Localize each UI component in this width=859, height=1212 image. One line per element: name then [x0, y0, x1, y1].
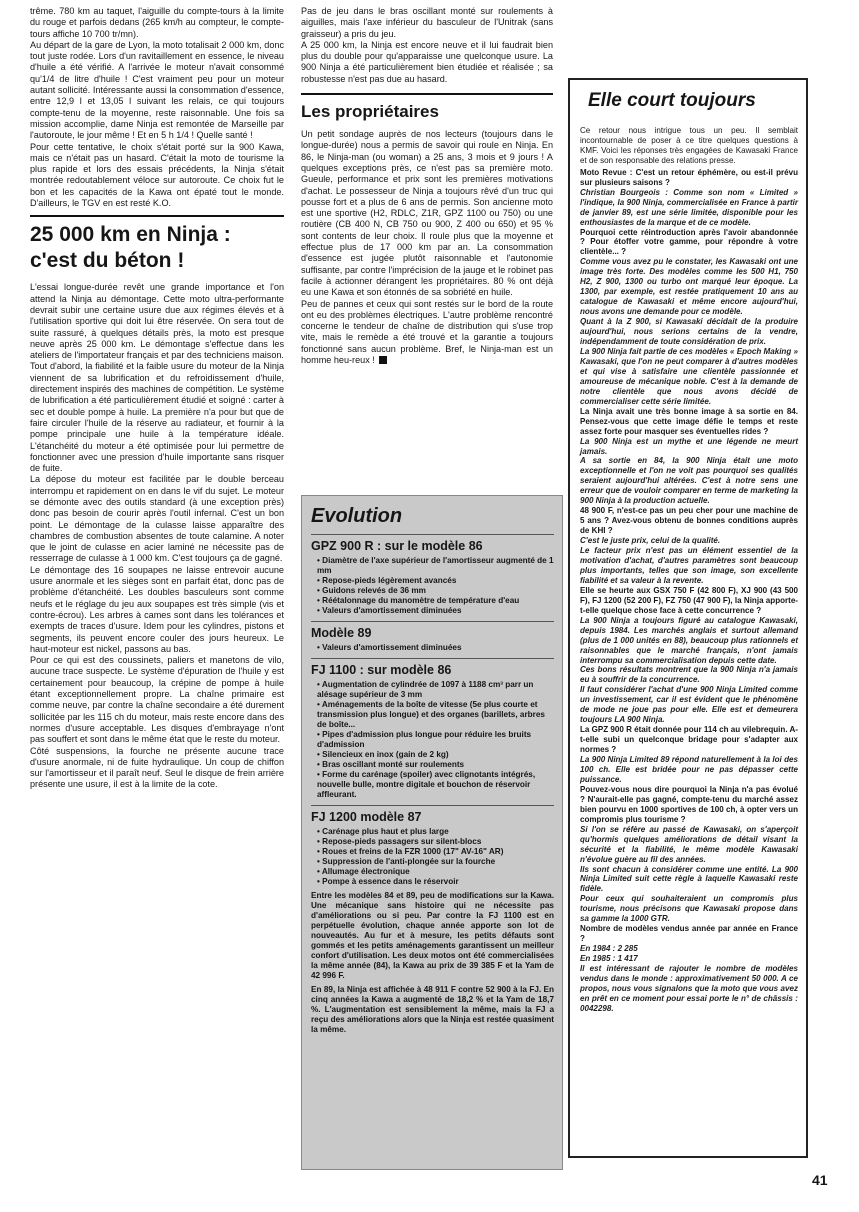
interview-question: La Ninja avait une très bonne image à sa sortie en 84. Pensez-vous que cette image défie le temps et reste assez forte pour masquer ses éventuelles rides ? — [580, 406, 798, 436]
end-mark-icon — [379, 356, 387, 364]
column-middle — [301, 6, 553, 366]
interview-box — [568, 78, 808, 1158]
evolution-item: • Roues et freins de la FZR 1000 (17" AV-16" AR) — [317, 847, 554, 857]
evolution-item: • Aménagements de la boîte de vitesse (5e plus courte et transmission plus longue) et des organes (barillets, arbres de boîte... — [317, 700, 554, 730]
evolution-section-heading: FJ 1200 modèle 87 — [311, 805, 554, 825]
interview-answer: Comme vous avez pu le constater, les Kawasaki ont une image très forte. Des modèles comme les 500 H1, 750 H2, Z 900, 1300 ou turbo ont marqué leur époque. La 1300, par exemple, est restée pratiquement 10 ans au catalogue de Kawasaki et même encore aujourd'hui, nous avons une demande pour ce modèle. — [580, 257, 798, 317]
interview-answer: Pour ceux qui souhaiteraient un compromis plus tourisme, nous précisons que Kawasaki propose dans sa gamme la 1000 GTR. — [580, 894, 798, 924]
evolution-item: • Repose-pieds légèrement avancés — [317, 576, 554, 586]
evolution-list — [311, 556, 554, 616]
evolution-item: • Allumage électronique — [317, 867, 554, 877]
paragraph: Le démontage des 16 soupapes ne laisse entrevoir aucune usure anormale et les sièges sont en parfait état, donc pas de problème d'étanchéité. Les doubles basculeurs sont comme neufs et le réglage du jeu aux soupapes est très simple (vis et contre-écrou). Les arbres à cames sont dans les tolérances et exempts de traces d'usure. Idem pour les cylindres, pistons et segments, ils peuvent encore couler des jours heureux. Le haut-moteur est nickel, passons au bas. — [30, 564, 284, 654]
interview-question: 48 900 F, n'est-ce pas un peu cher pour une machine de 5 ans ? Avez-vous obtenu de bonnes conditions auprès de KHI ? — [580, 506, 798, 536]
interview-answer: Ils sont chacun à considérer comme une entité. La 900 Ninja Limited suit cette règle à laquelle Kawasaki reste fidèle. — [580, 864, 798, 894]
interview-question: Moto Revue : C'est un retour éphémère, ou est-il prévu sur plusieurs saisons ? — [580, 167, 798, 187]
evolution-item: • Bras oscillant monté sur roulements — [317, 760, 554, 770]
interview-answer: La 900 Ninja Limited 89 répond naturellement à la loi des 100 ch. Elle est bridée pour ne pas dépasser cette puissance. — [580, 755, 798, 784]
evolution-item: • Forme du carénage (spoiler) avec clignotants intégrés, nouvelle bulle, montre digitale et bouchon de réservoir affleurant. — [317, 770, 554, 800]
interview-answer: Christian Bourgeois : Comme son nom « Limited » l'indique, la 900 Ninja, commercialisée en France à partir de janvier 89, est une série limitée, disponible pour les enthousiastes de la marque et de ce modèle. — [580, 187, 798, 227]
paragraph — [301, 299, 553, 367]
evolution-item: • Diamètre de l'axe supérieur de l'amortisseur augmenté de 1 mm — [317, 556, 554, 576]
evolution-section-heading: Modèle 89 — [311, 621, 554, 641]
interview-answer: A sa sortie en 84, la 900 Ninja était une moto exceptionnelle et l'on ne voit pas pourquoi ses qualités seraient aujourd'hui altérées. C'est à notre sens une erreur que de vouloir comparer en terme de marketing la 900 Ninja à la production actuelle. — [580, 456, 798, 506]
interview-answer: En 1985 : 1 417 — [580, 954, 638, 964]
evolution-sections — [311, 534, 554, 887]
article-body — [30, 282, 284, 790]
page-number: 41 — [812, 1172, 828, 1188]
interview-answer: La 900 Ninja a toujours figuré au catalogue Kawasaki, depuis 1984. Les marchés anglais et surtout allemand (plus de 1 000 unités en 88), beaucoup plus rationnels et raisonnables que le marché français, n'ont jamais interrompu sa commercialisation depuis cette date. — [580, 615, 798, 665]
interview-answer: Si l'on se réfère au passé de Kawasaki, on s'aperçoit qu'hormis quelques améliorations de détail visant la sécurité et la fiabilité, le même modèle Kawasaki n'évolue guère au fil des années. — [580, 824, 798, 864]
evolution-title: Evolution — [311, 505, 403, 527]
headline-line: 25 000 km en Ninja : — [30, 223, 231, 247]
column-left — [30, 6, 284, 1162]
paragraph: Côté suspensions, la fourche ne présente aucune trace d'usure anormale, ni de fuite hydraulique. Un coup de chiffon sur l'amortisseur et il paraît neuf. Seul le disque de frein arrière présente une usure, il est à la limite de la cote. — [30, 745, 284, 790]
paragraph: La dépose du moteur est facilitée par le double berceau interrompu et rapidement on en dans le vif du sujet. Le moteur se démonte avec des outils standard (à une exception près) donc pas besoin de courir après l'outil infernal. C'est un bon point. Le démontage de la culasse laisse apparaître des chambres de combustion absentes de toute calamine. A noter que le joint de culasse en acier laminé ne nécessite pas de resserrage de culasse à 1 000 km. C'est toujours ça de gagné. — [30, 474, 284, 564]
paragraph: Un petit sondage auprès de nos lecteurs (toujours dans le longue-durée) nous a permis de savoir qui roule en Ninja. En 86, le Ninja-man (ou woman) a 25 ans, 3 mois et 9 jours ! A quelques exceptions près, ce n'est pas sa première moto. Gueule, performance et prix sont les premières motivations d'achat. Le possesseur de Ninja a toujours rêvé d'un truc qui pousse fort et a plus de 6 ans de permis. Son ancienne moto est une sportive (H2, RDLC, Z1R, GPZ 1100 ou 750) ou une routière (CB 400 N, CB 750 ou 900, Z 400 ou 650) et 95 % sont contents de leur choix. Il roule plus que la moyenne et effectue plus de 17 000 km par an. La consommation d'essence est jugée plutôt raisonnable et l'autonomie suffisante, par contre l'imprécision de la jauge et le robinet pas facile à actionner dérangent les propriétaires. 80 % ont déjà eu une Kawa et son étonnés de sa sobriété en huile. — [301, 129, 553, 298]
paragraph: Pour cette tentative, le choix s'était porté sur la 900 Kawa, mais ce n'était pas un hasard. C'était la moto de tourisme la plus rapide et lors des essais précédents, la Ninja s'était montrée redoutablement véloce sur autoroute. Ce choix fut le bon et les capacités de la Kawa ont épaté tout le monde. D'ailleurs, le TGV en est resté K.O. — [30, 141, 284, 209]
evolution-item: • Pompe à essence dans le réservoir — [317, 877, 554, 887]
paragraph: trême. 780 km au taquet, l'aiguille du compte-tours à la limite du rouge et parfois dedans (265 km/h au compteur, le compte-tours affiche 10 700 tr/mn). — [30, 6, 284, 39]
evolution-section-heading: GPZ 900 R : sur le modèle 86 — [311, 534, 554, 554]
evolution-list — [311, 643, 554, 653]
evolution-item: • Guidons relevés de 36 mm — [317, 586, 554, 596]
evolution-box — [301, 495, 563, 1170]
interview-answer: Le facteur prix n'est pas un élément essentiel de la motivation d'achat, d'autres paramètres sont beaucoup plus importants, telles que son image, son excellente fiabilité et sa valeur à la revente. — [580, 546, 798, 585]
evolution-section-heading: FJ 1100 : sur modèle 86 — [311, 658, 554, 678]
interview-answer: C'est le juste prix, celui de la qualité. — [580, 536, 721, 546]
interview-question: Pourquoi cette réintroduction après l'avoir abandonnée ? Pour étoffer votre gamme, pour répondre à votre clientèle... ? — [580, 227, 798, 257]
paragraph: Pour ce qui est des coussinets, paliers et manetons de vilo, aucune trace suspecte. Le système d'épuration de l'huile y est certainement pour beaucoup, la crépine de pompe à huile étant exceptionnellement propre. La chaîne primaire est comme neuve, par contre la chaîne secondaire a été durement sollicitée par les 115 ch du moteur, mais reste encore dans des normes d'usure acceptable. Les disques d'embrayage n'ont pas souffert et sont dans le même état que le reste du moteur. — [30, 655, 284, 745]
evolution-item: • Réétalonnage du manomètre de température d'eau — [317, 596, 554, 606]
interview-question: Pouvez-vous nous dire pourquoi la Ninja n'a pas évolué ? N'aurait-elle pas gagné, compte-tenu du marché assez bien pourvu en 1000 sportives de 100 ch, à opter vers un compromis plus tourisme ? — [580, 784, 798, 824]
evolution-item: • Silencieux en inox (gain de 2 kg) — [317, 750, 554, 760]
evolution-item: • Valeurs d'amortissement diminuées — [317, 643, 554, 653]
headline-proprietaires: Les propriétaires — [301, 93, 553, 123]
interview-answer: Il est intéressant de rajouter le nombre de modèles vendus dans le monde : approximativement 50 000. A ce propos, nous vous signalons que la moto que vous avez en prêt en ce moment pour essai porte le n° de châssis : 0042298. — [580, 964, 798, 1013]
interview-answer: Il faut considérer l'achat d'une 900 Ninja Limited comme un investissement, car il est évident que le phénomène de mode ne joue pas pour elle. Elle est et demeurera toujours LA 900 Ninja. — [580, 685, 798, 725]
evolution-paragraph: En 89, la Ninja est affichée à 48 911 F contre 52 900 à la FJ. En cinq années la Kawa a augmenté de 18,2 % et la Yam de 18,7 %. L'augmentation est sensiblement la même, mais la FJ a reçu des améliorations alors que la Ninja est restée quasiment la même. — [311, 985, 554, 1034]
interview-question: La GPZ 900 R était donnée pour 114 ch au vilebrequin. A-t-elle subi un quelconque bridage pour s'adapter aux normes ? — [580, 725, 798, 755]
headline-ninja — [30, 215, 284, 274]
interview-intro: Ce retour nous intrigue tous un peu. Il semblait incontournable de poser à ce titre quelques questions à KMF. Voici les réponses très engagées de Kawasaki France et de son responsable des relations presse. — [580, 126, 798, 165]
paragraph: Pas de jeu dans le bras oscillant monté sur roulements à aiguilles, mais l'axe inférieur du basculeur de l'Unitrak (sans graisseur) a pris du jeu. — [301, 6, 553, 39]
evolution-item: • Carénage plus haut et plus large — [317, 827, 554, 837]
interview-body — [580, 126, 798, 1014]
headline-line: c'est du béton ! — [30, 249, 185, 273]
paragraph: L'essai longue-durée revêt une grande importance et l'on attend la Ninja au démontage. Cette moto ultra-performante devrait subir une certaine usure due aux régimes élevés et à l'utilisation sportive qui doit lui être réservée. On sera tout de suite rassuré, à quelques détails près, la moto est presque neuve après 25 000 km. Le démontage s'effectue dans les ateliers de l'importateur français et par des techniciens maison. — [30, 282, 284, 361]
evolution-list — [311, 680, 554, 800]
evolution-item: • Suppression de l'anti-plongée sur la fourche — [317, 857, 554, 867]
interview-answer: Ces bons résultats montrent que la 900 Ninja n'a jamais eu à souffrir de la concurrence. — [580, 665, 798, 685]
interview-title: Elle court toujours — [588, 90, 756, 111]
paragraph: Au départ de la gare de Lyon, la moto totalisait 2 000 km, donc tout juste rodée. Lors d'un ravitaillement en essence, le niveau d'huile a été vérifié. A l'arrivée le moteur n'avait consommé qu'1/4 de litre d'huile ! C'est vraiment peu pour un moteur autant sollicité. Intéressante aussi la consommation d'essence, entre 12,9 l et 13,05 l suivant les relais, ce qui toujours compte-tenu de la moyenne, reste raisonnable. Une fois sa mission accomplie, dame Ninja est remontée de Marseille par l'autoroute, le jour même ! Et en 5 h 1/4 ! Quelle santé ! — [30, 39, 284, 141]
interview-answer: Quant à la Z 900, si Kawasaki décidait de la produire aujourd'hui, nous serions certains de la vendre, indépendamment de toute considération de prix. — [580, 317, 798, 347]
evolution-list — [311, 827, 554, 887]
interview-question: Elle se heurte aux GSX 750 F (42 800 F), XJ 900 (43 500 F), FJ 1200 (52 200 F), FZ 750 (47 900 F), la Ninja apporte-t-elle quelque chose face à cette concurrence ? — [580, 585, 798, 615]
interview-answer: La 900 Ninja est un mythe et une légende ne meurt jamais. — [580, 436, 798, 456]
paragraph: Tout d'abord, la fiabilité et la faible usure du moteur de la Ninja viennent de sa lubrification et du refroidissement d'huile, directement inspirés des machines de compétition. Le système de lubrification a été particulièrement étudié et soigné : carter à sec et double pompe à huile. La première n'a pour but que de faire circuler l'huile de la réserve au radiateur, et fournir à la pompe principale une huile à la température idéale. L'étanchéité du moteur a été optimisée pour lui permettre de fonctionner avec une pression d'huile importante sans risquer de fuite. — [30, 361, 284, 474]
evolution-item: • Repose-pieds passagers sur silent-blocs — [317, 837, 554, 847]
interview-answer: En 1984 : 2 285 — [580, 944, 638, 954]
evolution-paragraph: Entre les modèles 84 et 89, peu de modifications sur la Kawa. Une mécanique sans histoire qui ne nécessite pas d'améliorations ou si peu. Par contre la FJ 1100 est en perpétuelle évolution, chaque année apporte son lot de nouveautés. Au fur et à mesure, les petits défauts sont gommés et les petits aménagements garantissent un meilleur confort d'utilisation. Les deux motos ont été commercialisées la même année (84), la Kawa au prix de 39 385 F et la Yam de 42 996 F. — [311, 891, 554, 980]
evolution-item: • Valeurs d'amortissement diminuées — [317, 606, 554, 616]
paragraph-text: Peu de pannes et ceux qui sont restés sur le bord de la route ont eu des problèmes électriques. L'autre problème rencontré concerne le tendeur de chaîne de distribution qui s'use trop vite, mais le remède a été trouvé et la garantie a toujours fonctionné sans aucun problème. Bref, le Ninja-man est un homme heu-reux ! — [301, 298, 553, 366]
paragraph: A 25 000 km, la Ninja est encore neuve et il lui faudrait bien plus du double pour qu'apparaisse une quelconque usure. La 900 Ninja a été particulièrement bien étudiée et réalisée ; sa robustesse n'est pas due au hasard. — [301, 39, 553, 84]
evolution-item: • Pipes d'admission plus longue pour réduire les bruits d'admission — [317, 730, 554, 750]
interview-question: Nombre de modèles vendus année par année en France ? — [580, 924, 798, 944]
evolution-item: • Augmentation de cylindrée de 1097 à 1188 cm³ parr un alésage supérieur de 3 mm — [317, 680, 554, 700]
interview-answer: La 900 Ninja fait partie de ces modèles « Epoch Making » Kawasaki, que l'on ne peut comparer à d'autres modèles et qui vise à satisfaire une clientèle passionnée et amoureuse de mécanique noble. C'est à la demande de notre clientèle que nous avons décidé de commercialiser cette série limitée. — [580, 346, 798, 406]
